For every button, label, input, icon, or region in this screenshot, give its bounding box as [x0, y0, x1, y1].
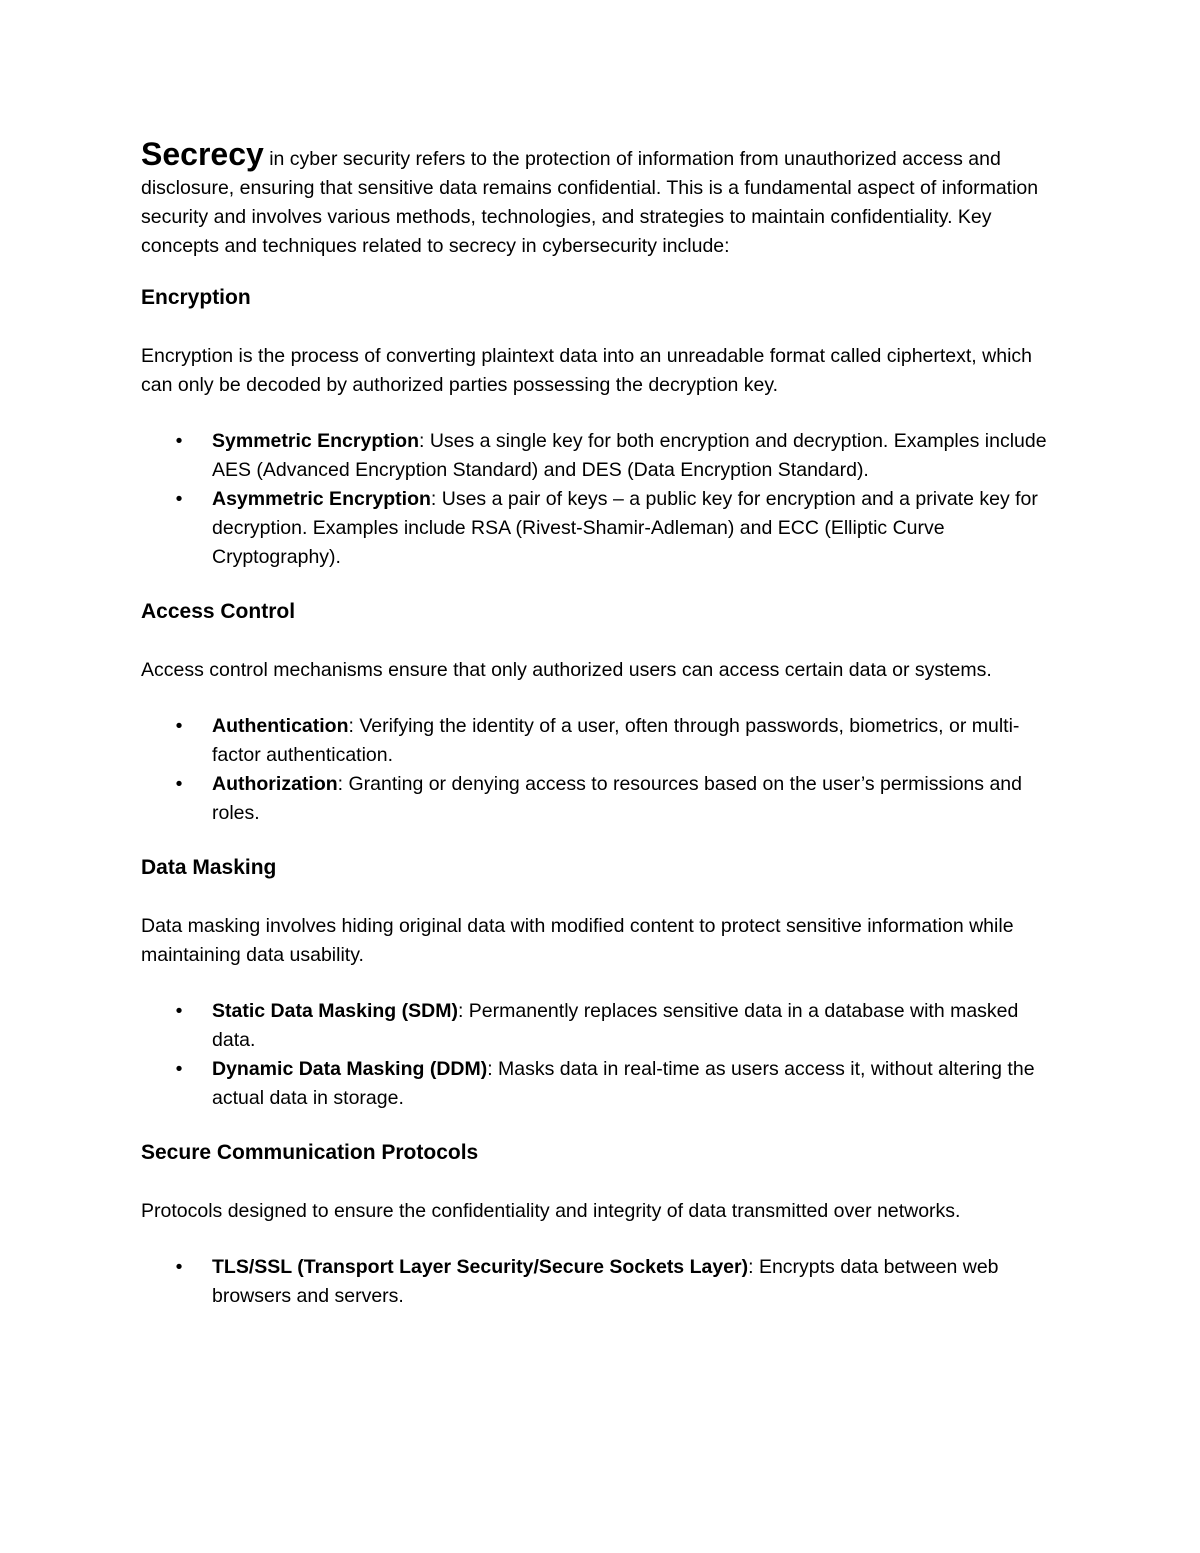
- bullet-icon: •: [175, 773, 183, 795]
- list-item: [141, 1055, 1061, 1113]
- bullet-icon: •: [175, 1256, 183, 1278]
- list-item-text: : Granting or denying access to resources based on the user’s permissions and roles.: [212, 773, 1022, 824]
- bullet-list: [141, 1253, 1061, 1311]
- section-heading: Encryption: [141, 286, 251, 309]
- bullet-icon: •: [175, 1058, 183, 1080]
- list-item-term: Authentication: [212, 715, 349, 737]
- section-heading: Data Masking: [141, 856, 277, 879]
- bullet-icon: •: [175, 715, 183, 737]
- section-heading: Access Control: [141, 600, 296, 623]
- bullet-icon: •: [175, 1000, 183, 1022]
- list-item-term: TLS/SSL (Transport Layer Security/Secure Sockets Layer): [212, 1256, 749, 1278]
- section-body: Access control mechanisms ensure that only authorized users can access certain data or systems.: [141, 659, 992, 681]
- section-heading: Secure Communication Protocols: [141, 1141, 479, 1164]
- list-item: [141, 770, 1061, 828]
- list-item: [141, 1253, 1061, 1311]
- list-item-term: Symmetric Encryption: [212, 430, 419, 452]
- list-item-term: Asymmetric Encryption: [212, 488, 431, 510]
- intro-paragraph: [141, 136, 1061, 261]
- list-item-text: : Masks data in real-time as users access it, without altering the actual data in storage.: [212, 1058, 1035, 1109]
- bullet-list: [141, 712, 1061, 828]
- list-item-text: : Verifying the identity of a user, often through passwords, biometrics, or multi-factor authentication.: [212, 715, 1020, 766]
- section-data-masking: [141, 854, 1061, 1113]
- list-item: [141, 427, 1061, 485]
- intro-lead-term: Secrecy: [141, 136, 264, 172]
- list-item-text: : Uses a single key for both encryption and decryption. Examples include AES (Advanced Encryption Standard) and DES (Data Encryption Standard).: [212, 430, 1047, 481]
- section-body: Data masking involves hiding original data with modified content to protect sensitive information while maintaining data usability.: [141, 915, 1014, 966]
- bullet-list: [141, 997, 1061, 1113]
- intro-text: in cyber security refers to the protection of information from unauthorized access and disclosure, ensuring that sensitive data remains confidential. This is a fundamental aspect of information security and involves various methods, technologies, and strategies to maintain confidentiality. Key concepts and techniques related to secrecy in cybersecurity include:: [141, 148, 1039, 257]
- list-item-text: : Permanently replaces sensitive data in a database with masked data.: [212, 1000, 1019, 1051]
- list-item-text: : Uses a pair of keys – a public key for encryption and a private key for decryption. Examples include RSA (Rivest-Shamir-Adleman) and ECC (Elliptic Curve Cryptography).: [212, 488, 1038, 568]
- list-item: [141, 485, 1061, 572]
- section-access-control: [141, 598, 1061, 828]
- bullet-icon: •: [175, 488, 183, 510]
- document-page: [141, 136, 1061, 1337]
- section-secure-communication-protocols: [141, 1139, 1061, 1311]
- bullet-list: [141, 427, 1061, 572]
- section-body: Encryption is the process of converting plaintext data into an unreadable format called ciphertext, which can only be decoded by authorized parties possessing the decryption key.: [141, 345, 1033, 396]
- list-item: [141, 712, 1061, 770]
- section-body: Protocols designed to ensure the confidentiality and integrity of data transmitted over networks.: [141, 1200, 961, 1222]
- list-item-term: Dynamic Data Masking (DDM): [212, 1058, 488, 1080]
- list-item: [141, 997, 1061, 1055]
- bullet-icon: •: [175, 430, 183, 452]
- list-item-text: : Encrypts data between web browsers and servers.: [212, 1256, 999, 1307]
- section-encryption: [141, 284, 1061, 572]
- list-item-term: Authorization: [212, 773, 338, 795]
- list-item-term: Static Data Masking (SDM): [212, 1000, 458, 1022]
